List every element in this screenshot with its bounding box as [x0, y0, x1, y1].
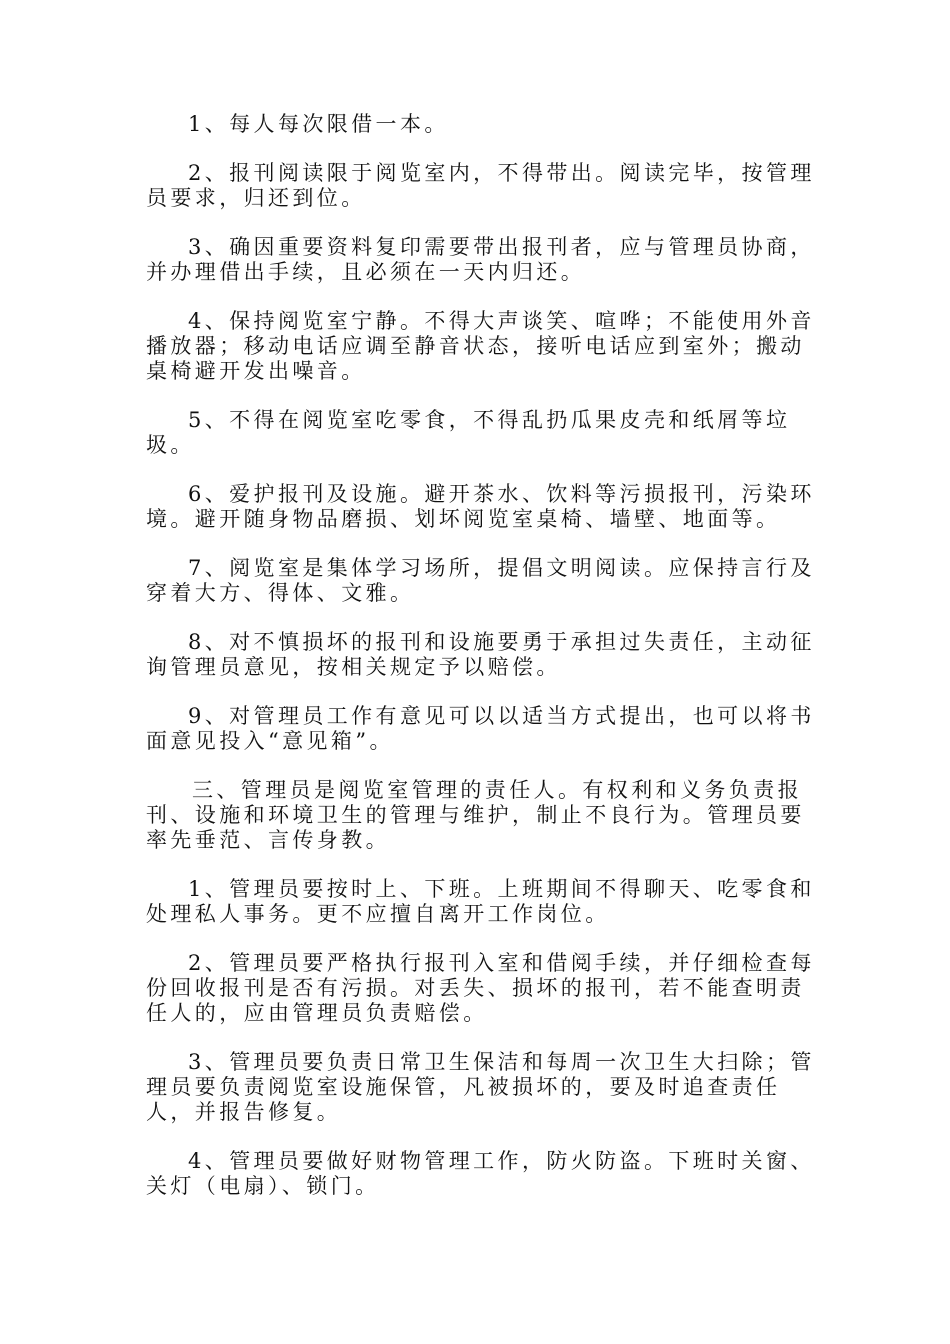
rule-paragraph-9: 9、对管理员工作有意见可以以适当方式提出，也可以将书面意见投入“意见箱”。 [146, 704, 815, 753]
rule-paragraph-3: 3、确因重要资料复印需要带出报刊者，应与管理员协商，并办理借出手续，且必须在一天内归还。 [146, 235, 815, 284]
document-body [146, 112, 826, 1223]
rule-paragraph-6: 6、爱护报刊及设施。避开茶水、饮料等污损报刊，污染环境。避开随身物品磨损、划坏阅览室桌椅、墙壁、地面等。 [146, 482, 815, 531]
rule-paragraph-7: 7、阅览室是集体学习场所，提倡文明阅读。应保持言行及穿着大方、得体、文雅。 [146, 556, 815, 605]
section-three-heading-paragraph: 三、管理员是阅览室管理的责任人。有权利和义务负责报刊、设施和环境卫生的管理与维护，制止不良行为。管理员要率先垂范、言传身教。 [146, 778, 805, 852]
rule-paragraph-5: 5、不得在阅览室吃零食，不得乱扔瓜果皮壳和纸屑等垃圾。 [146, 408, 791, 457]
manager-duty-paragraph-3: 3、管理员要负责日常卫生保洁和每周一次卫生大扫除；管理员要负责阅览室设施保管，凡被损坏的，要及时追查责任人，并报告修复。 [146, 1050, 815, 1124]
manager-duty-paragraph-2: 2、管理员要严格执行报刊入室和借阅手续，并仔细检查每份回收报刊是否有污损。对丢失、损坏的报刊，若不能查明责任人的，应由管理员负责赔偿。 [146, 951, 815, 1025]
rule-paragraph-1: 1、每人每次限借一本。 [188, 112, 449, 136]
manager-duty-paragraph-1: 1、管理员要按时上、下班。上班期间不得聊天、吃零食和处理私人事务。更不应擅自离开工作岗位。 [146, 877, 815, 926]
rule-paragraph-4: 4、保持阅览室宁静。不得大声谈笑、喧哗；不能使用外音播放器；移动电话应调至静音状态，接听电话应到室外；搬动桌椅避开发出噪音。 [146, 309, 815, 383]
rule-paragraph-8: 8、对不慎损坏的报刊和设施要勇于承担过失责任，主动征询管理员意见，按相关规定予以赔偿。 [146, 630, 815, 679]
manager-duty-paragraph-4: 4、管理员要做好财物管理工作，防火防盗。下班时关窗、关灯（电扇）、锁门。 [146, 1149, 815, 1198]
rule-paragraph-2: 2、报刊阅读限于阅览室内，不得带出。阅读完毕，按管理员要求，归还到位。 [146, 161, 815, 210]
